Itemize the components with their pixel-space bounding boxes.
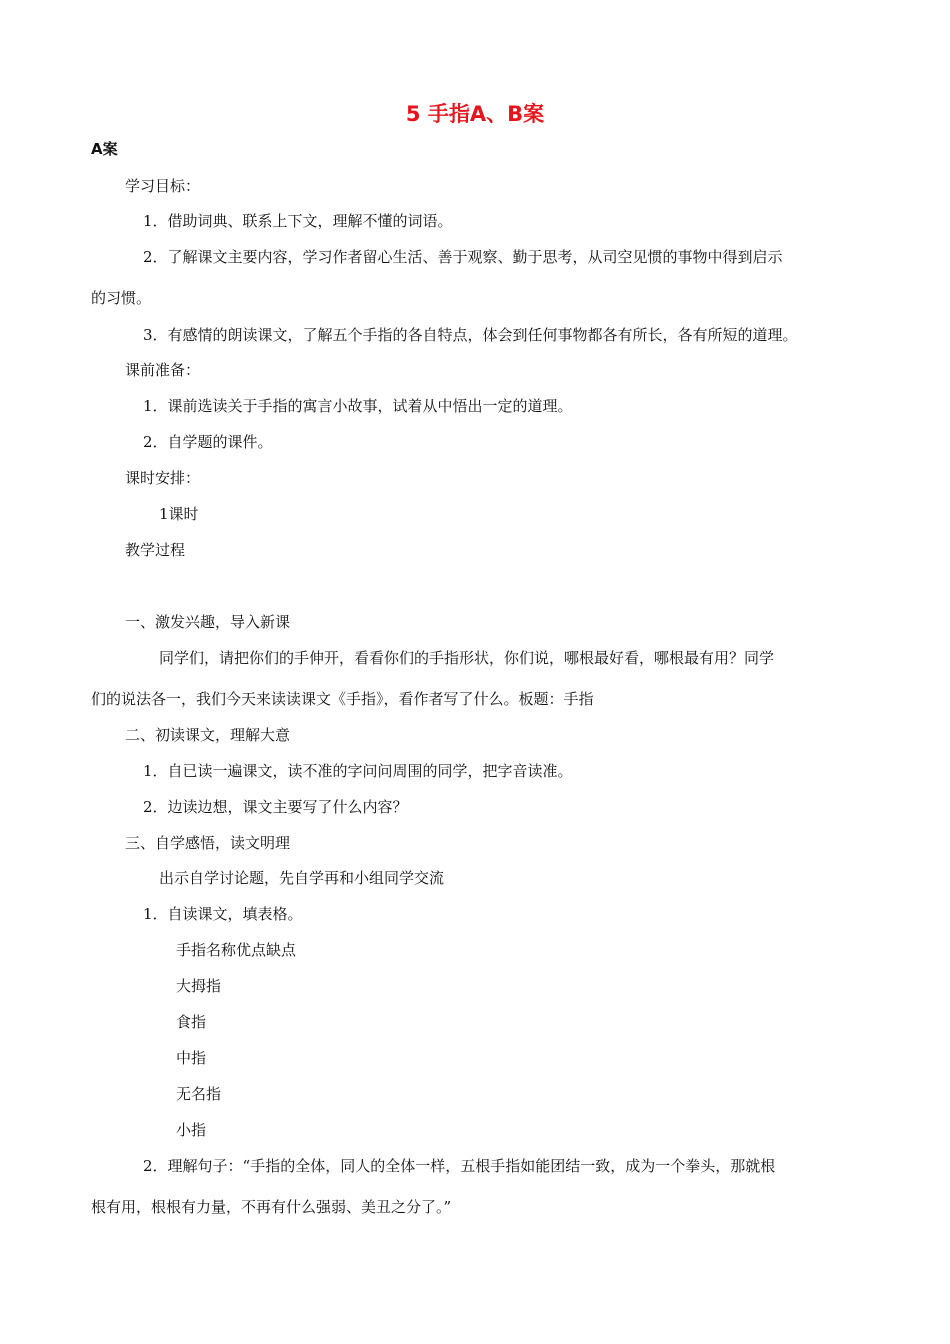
goal-item-1: 1．借助词典、联系上下文，理解不懂的词语。	[143, 212, 453, 230]
goal-item-3: 3．有感情的朗读课文，了解五个手指的各自特点，体会到任何事物都各有所长，各有所短的道理。	[143, 326, 798, 344]
prep-item-2: 2．自学题的课件。	[143, 433, 273, 451]
goal-item-2: 2．了解课文主要内容，学习作者留心生活、善于观察、勤于思考，从司空见惯的事物中得到启示	[143, 248, 783, 266]
step-2-heading: 二、初读课文，理解大意	[125, 726, 291, 744]
finger-row-3: 中指	[176, 1049, 207, 1067]
finger-row-1: 大拇指	[176, 977, 222, 995]
finger-row-4: 无名指	[176, 1085, 222, 1103]
step-1-text: 同学们，请把你们的手伸开，看看你们的手指形状，你们说，哪根最好看，哪根最有用？同学	[159, 649, 775, 667]
finger-row-2: 食指	[176, 1013, 207, 1031]
step-1-text-cont: 们的说法各一，我们今天来读读课文《手指》，看作者写了什么。板题：手指	[91, 690, 594, 708]
table-header: 手指名称优点缺点	[176, 941, 297, 959]
goals-label: 学习目标：	[125, 177, 201, 195]
step-2-item-2: 2．边读边想，课文主要写了什么内容？	[143, 798, 408, 816]
process-label: 教学过程	[125, 541, 186, 559]
document-title: 5 手指A、B案	[405, 102, 545, 126]
goal-item-2-cont: 的习惯。	[91, 289, 152, 307]
step-3-heading: 三、自学感悟，读文明理	[125, 834, 291, 852]
step-2-item-1: 1．自已读一遍课文，读不准的字问问周围的同学，把字音读准。	[143, 762, 573, 780]
schedule-value: 1课时	[159, 505, 199, 523]
step-3-item-2-cont: 根有用，根根有力量，不再有什么强弱、美丑之分了。”	[91, 1198, 452, 1216]
section-heading-a: A案	[91, 140, 118, 158]
step-3-item-1: 1．自读课文，填表格。	[143, 905, 303, 923]
step-3-item-2: 2．理解句子：“手指的全体，同人的全体一样，五根手指如能团结一致，成为一个拳头，那就根	[143, 1157, 776, 1175]
schedule-label: 课时安排：	[125, 469, 201, 487]
prep-item-1: 1．课前选读关于手指的寓言小故事，试着从中悟出一定的道理。	[143, 397, 573, 415]
step-1-heading: 一、激发兴趣，导入新课	[125, 613, 291, 631]
prep-label: 课前准备：	[125, 361, 201, 379]
finger-row-5: 小指	[176, 1121, 207, 1139]
step-3-intro: 出示自学讨论题，先自学再和小组同学交流	[159, 869, 445, 887]
